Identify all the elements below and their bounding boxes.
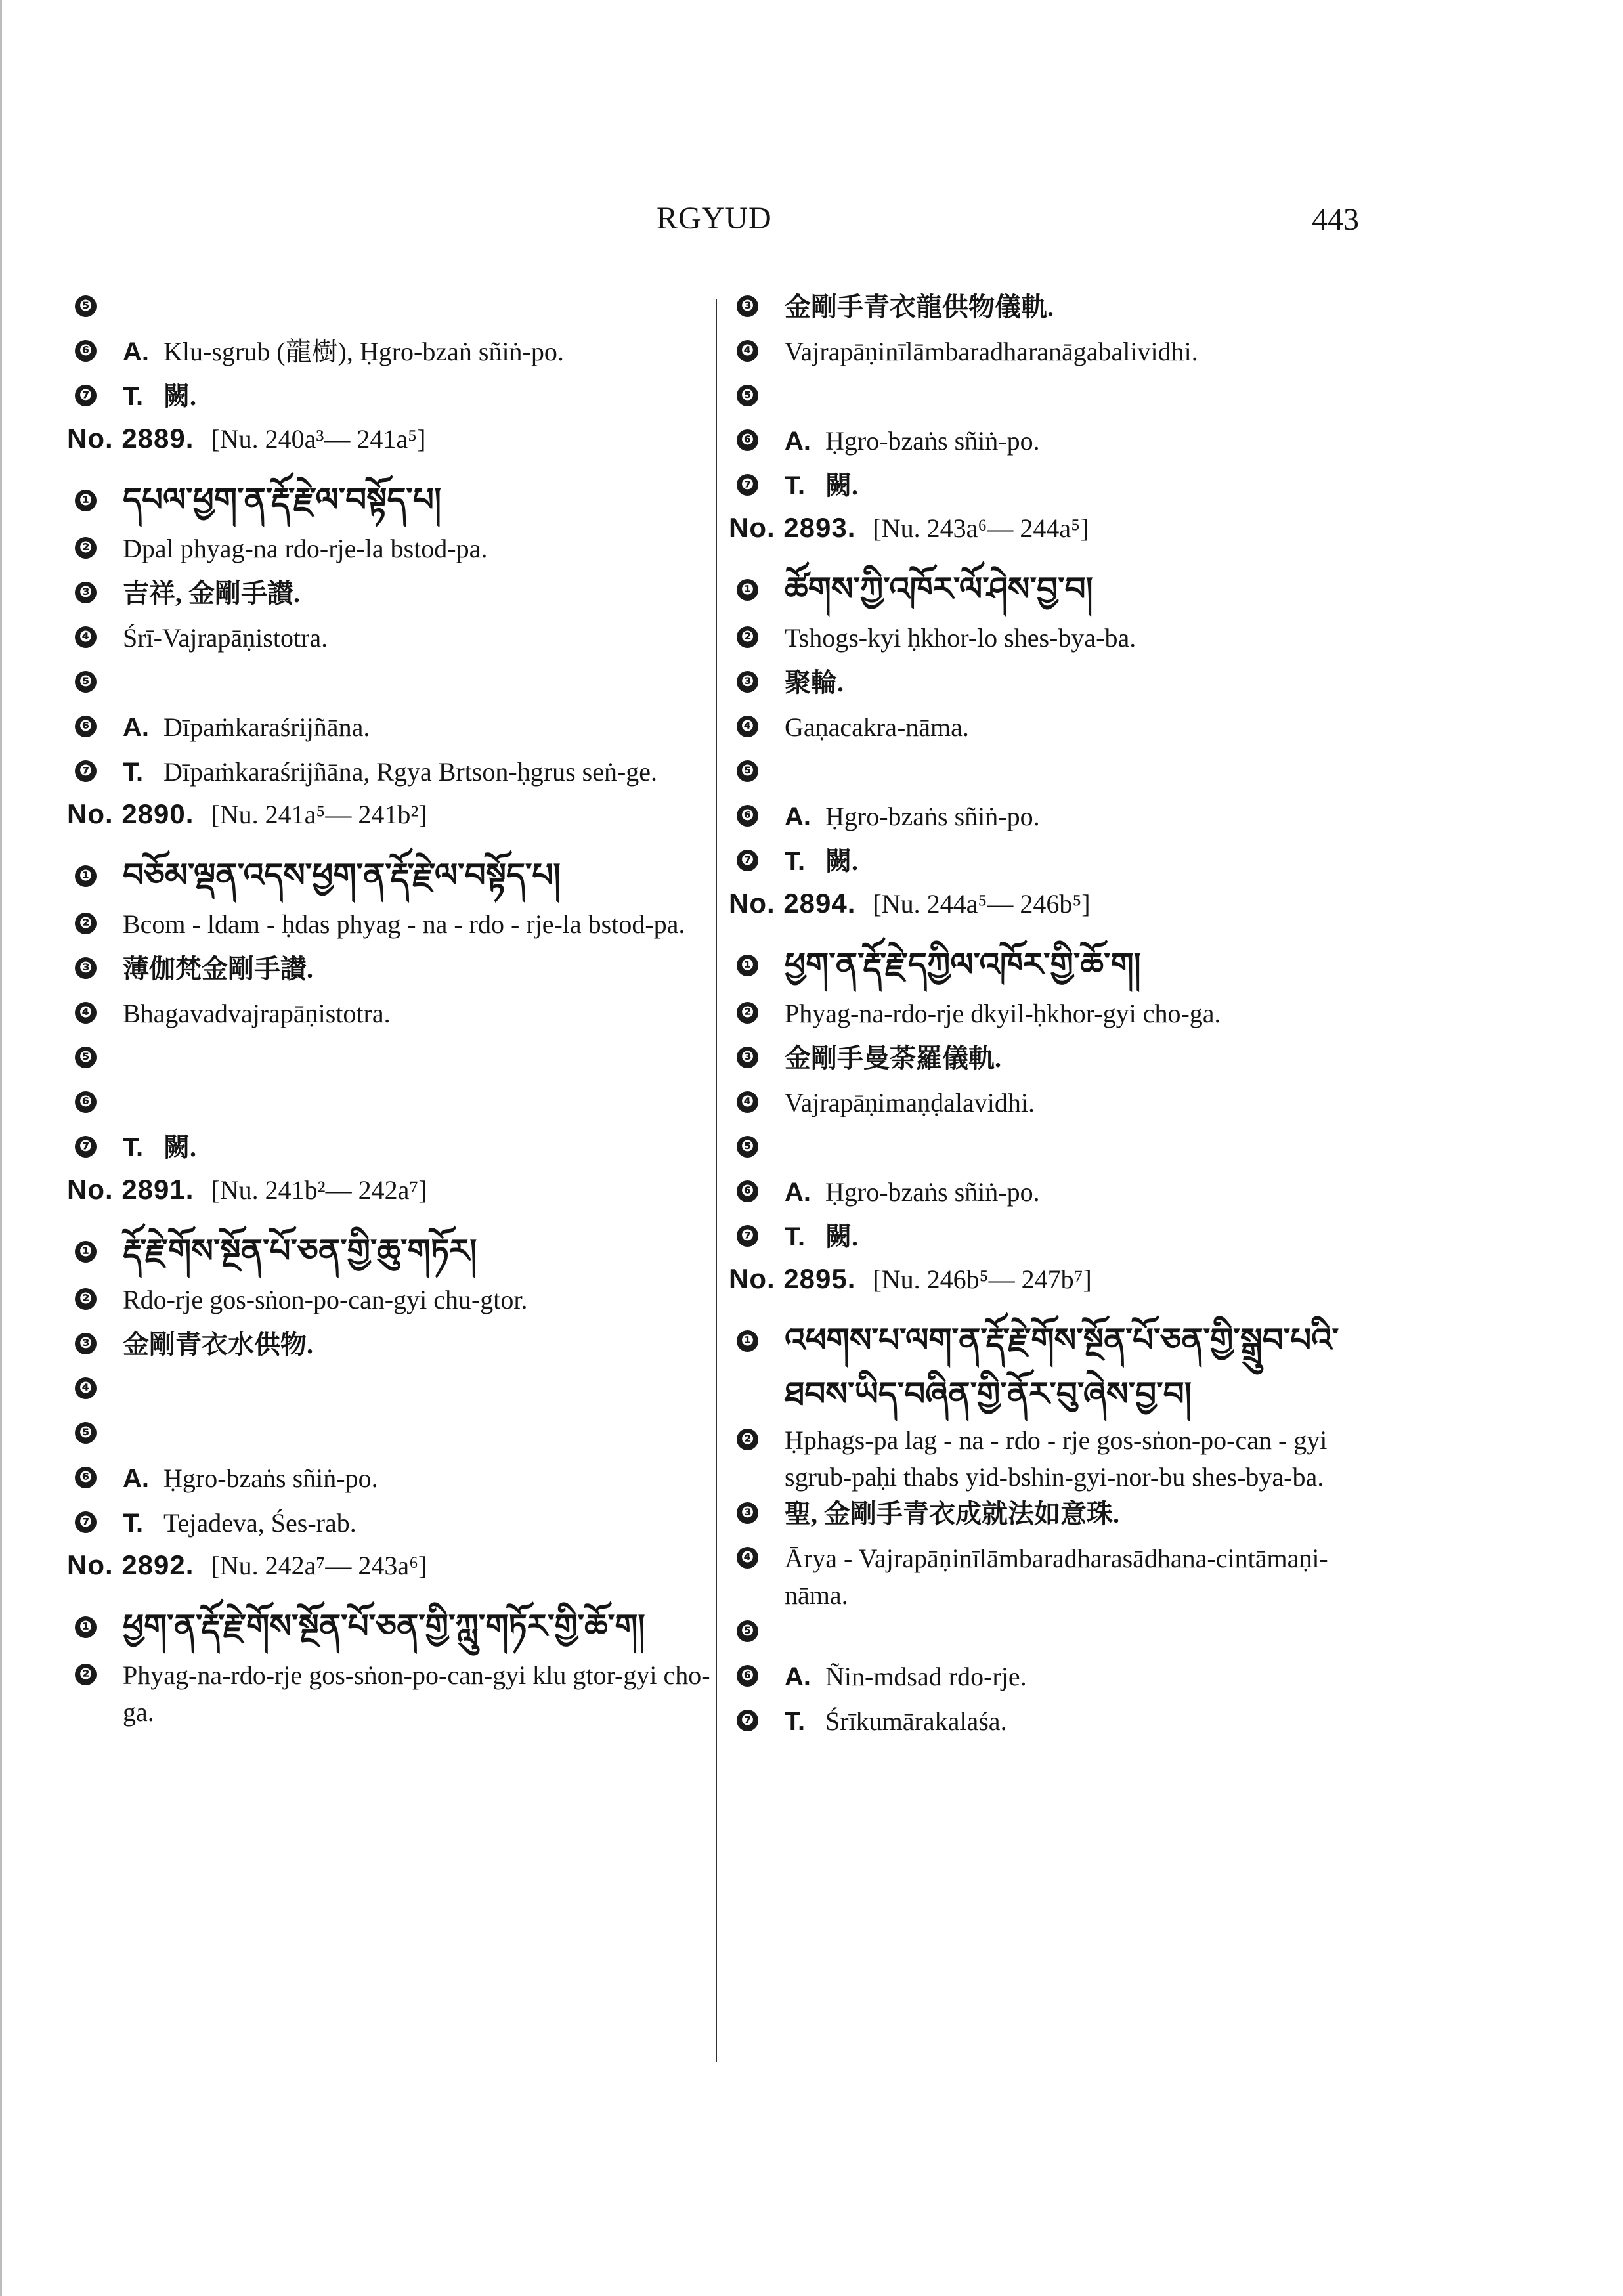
field-number-marker: ❷ <box>75 913 97 934</box>
entry-field-row <box>729 1540 1379 1614</box>
field-number-marker: ❻ <box>737 1180 758 1202</box>
field-text <box>123 575 710 612</box>
field-value: Dīpaṁkaraśrijñāna, Rgya Brtson-ḥgrus seṅ-ge. <box>163 757 658 787</box>
entry-field-row <box>67 995 710 1040</box>
entry-field-row <box>729 467 1379 512</box>
chinese-text: 闕. <box>825 471 858 500</box>
field-number-marker: ❻ <box>75 716 97 737</box>
entry-field-row <box>67 1657 710 1731</box>
chinese-text: 吉祥, 金剛手讃. <box>123 578 300 608</box>
field-text <box>785 709 1379 746</box>
chinese-text: 闕. <box>825 1222 858 1251</box>
catalogue-entry <box>729 1263 1379 1748</box>
entry-field-row <box>729 709 1379 754</box>
entry-field-row <box>67 850 710 906</box>
chinese-text: 闕. <box>163 1133 196 1162</box>
entry-field-row <box>729 843 1379 888</box>
field-number-marker: ❺ <box>75 1422 97 1444</box>
field-number-marker: ❼ <box>75 1511 97 1533</box>
tibetan-title: ཚོགས་ཀྱི་འཁོར་ལོ་ཤེས་བྱ་བ། <box>785 571 1093 607</box>
entry-number: No. 2889. <box>67 423 194 454</box>
field-number-marker: ❺ <box>75 1047 97 1068</box>
field-text <box>123 1505 710 1542</box>
entry-field-row <box>67 1225 710 1282</box>
entry-field-row <box>729 664 1379 709</box>
entry-field-row <box>67 334 710 378</box>
field-value: Phyag-na-rdo-rje gos-sṅon-po-can-gyi klu gtor-gyi cho-ga. <box>123 1660 710 1727</box>
entry-folio-reference: [Nu. 243a⁶— 244a⁵] <box>873 513 1089 543</box>
field-role-label: T. <box>785 471 806 500</box>
field-text <box>785 664 1379 701</box>
field-value: Tshogs-kyi ḥkhor-lo shes-bya-ba. <box>785 623 1136 653</box>
entry-field-row <box>67 531 710 575</box>
entry-folio-reference: [Nu. 246b⁵— 247b⁷] <box>873 1265 1092 1294</box>
field-text <box>785 563 1379 617</box>
field-role-label: A. <box>785 1662 811 1691</box>
field-text <box>123 1225 710 1279</box>
field-number-marker: ❶ <box>75 865 97 887</box>
entry-folio-reference: [Nu. 241a⁵— 241b²] <box>211 800 427 829</box>
entry-field-row <box>67 664 710 709</box>
field-text <box>785 620 1379 657</box>
field-role-label: T. <box>123 1509 144 1538</box>
field-number-marker: ❸ <box>737 1047 758 1068</box>
entry-heading <box>67 1174 710 1213</box>
entry-heading <box>67 798 710 838</box>
field-value: Ḥgro-bzaṅs sñiṅ-po. <box>163 1463 378 1493</box>
entry-field-row <box>729 1496 1379 1540</box>
entry-field-row <box>729 620 1379 664</box>
entry-field-row <box>67 1282 710 1326</box>
field-text <box>123 850 710 903</box>
field-number-marker: ❹ <box>75 1377 97 1399</box>
field-text <box>785 995 1379 1032</box>
field-number-marker: ❸ <box>75 957 97 979</box>
entry-field-row <box>67 1371 710 1416</box>
field-number-marker: ❼ <box>75 1136 97 1158</box>
field-value: Phyag-na-rdo-rje dkyil-ḥkhor-gyi cho-ga. <box>785 999 1221 1028</box>
field-text <box>785 1496 1379 1532</box>
field-value: Klu-sgrub (龍樹), Ḥgro-bzaṅ sñiṅ-po. <box>163 337 564 366</box>
field-text <box>785 1422 1379 1496</box>
field-text <box>123 620 710 657</box>
entry-field-row <box>67 1040 710 1085</box>
entry-folio-reference: [Nu. 244a⁵— 246b⁵] <box>873 889 1091 919</box>
field-number-marker: ❹ <box>737 340 758 362</box>
field-number-marker: ❸ <box>75 582 97 603</box>
entry-field-row <box>729 563 1379 620</box>
field-role-label: T. <box>123 1133 144 1162</box>
field-value: Ḥgro-bzaṅs sñiṅ-po. <box>825 1177 1040 1207</box>
field-number-marker: ❼ <box>737 474 758 496</box>
entry-number: No. 2895. <box>729 1263 856 1294</box>
entry-heading <box>67 1549 710 1589</box>
field-text <box>123 1282 710 1318</box>
entry-field-row <box>729 378 1379 423</box>
field-value: Ḥgro-bzaṅs sñiṅ-po. <box>825 426 1040 456</box>
field-text <box>785 289 1379 326</box>
entry-field-row <box>729 995 1379 1040</box>
entry-number: No. 2891. <box>67 1174 194 1205</box>
field-text <box>785 334 1379 370</box>
field-number-marker: ❶ <box>75 490 97 511</box>
entry-field-row <box>729 1040 1379 1085</box>
field-text <box>785 1658 1379 1695</box>
field-number-marker: ❼ <box>737 1225 758 1247</box>
entry-field-row <box>729 1422 1379 1496</box>
field-number-marker: ❸ <box>737 1502 758 1524</box>
page-number: 443 <box>1312 202 1359 237</box>
field-text <box>785 1174 1379 1211</box>
entry-field-row <box>729 1219 1379 1263</box>
field-text <box>785 1040 1379 1077</box>
field-text <box>785 1314 1379 1422</box>
field-role-label: A. <box>123 1464 149 1493</box>
field-number-marker: ❹ <box>737 716 758 737</box>
field-role-label: T. <box>785 1707 806 1736</box>
entry-field-row <box>729 289 1379 334</box>
catalogue-entry <box>67 289 710 423</box>
field-number-marker: ❶ <box>737 1330 758 1352</box>
field-value: Ḥgro-bzaṅs sñiṅ-po. <box>825 802 1040 831</box>
field-text <box>785 467 1379 504</box>
field-number-marker: ❷ <box>75 1288 97 1310</box>
page-edge <box>0 0 2 2296</box>
field-text <box>123 754 710 791</box>
field-role-label: A. <box>785 1178 811 1207</box>
entry-field-row <box>67 1601 710 1657</box>
entry-field-row <box>729 1614 1379 1658</box>
field-role-label: T. <box>123 758 144 787</box>
field-number-marker: ❷ <box>737 1429 758 1450</box>
left-column <box>67 289 710 1731</box>
field-number-marker: ❻ <box>737 805 758 827</box>
entry-field-row <box>67 1416 710 1460</box>
catalogue-entry <box>729 888 1379 1263</box>
entry-field-row <box>67 1129 710 1174</box>
field-number-marker: ❺ <box>737 760 758 782</box>
field-number-marker: ❼ <box>737 1710 758 1731</box>
chinese-text: 闕. <box>825 846 858 876</box>
tibetan-title: རྡོ་རྗེ་གོས་སྔོན་པོ་ཅན་གྱི་ཆུ་གཏོར། <box>123 1232 477 1269</box>
field-number-marker: ❺ <box>737 385 758 406</box>
entry-field-row <box>729 754 1379 798</box>
entry-field-row <box>729 1085 1379 1129</box>
tibetan-title: འཕགས་པ་ལག་ན་རྡོ་རྗེ་གོས་སྔོན་པོ་ཅན་གྱི་སྒྲུབ་པའི་ཐབས་ཡིད་བཞིན་གྱི་ནོར་བུ་ཞེས་བྱ་བ། <box>785 1322 1339 1412</box>
entry-field-row <box>67 474 710 531</box>
entry-field-row <box>67 575 710 620</box>
chinese-text: 闕. <box>163 381 196 411</box>
page-header-title: RGYUD <box>657 201 772 236</box>
entry-field-row <box>729 423 1379 467</box>
field-value: Vajrapāṇinīlāmbaradharanāgabalividhi. <box>785 337 1198 366</box>
field-role-label: A. <box>785 802 811 831</box>
field-text <box>785 423 1379 460</box>
catalogue-entry <box>67 1549 710 1731</box>
field-text <box>785 1703 1379 1740</box>
catalogue-entry <box>67 1174 710 1549</box>
entry-folio-reference: [Nu. 241b²— 242a⁷] <box>211 1175 427 1205</box>
field-text <box>123 1460 710 1497</box>
chinese-text: 聖, 金剛手青衣成就法如意珠. <box>785 1499 1119 1528</box>
field-value: Bcom - ldam - ḥdas phyag - na - rdo - rje-la bstod-pa. <box>123 909 685 939</box>
field-value: Vajrapāṇimaṇḍalavidhi. <box>785 1088 1035 1117</box>
field-value: Dpal phyag-na rdo-rje-la bstod-pa. <box>123 534 488 563</box>
field-number-marker: ❺ <box>737 1136 758 1158</box>
field-number-marker: ❸ <box>737 671 758 693</box>
entry-number: No. 2894. <box>729 888 856 919</box>
field-text <box>123 906 710 943</box>
field-role-label: T. <box>785 847 806 876</box>
field-role-label: A. <box>123 337 149 366</box>
field-number-marker: ❸ <box>75 1333 97 1354</box>
entry-folio-reference: [Nu. 242a⁷— 243a⁶] <box>211 1551 427 1580</box>
chinese-text: 金剛青衣水供物. <box>123 1330 313 1359</box>
field-value: Ñin-mdsad rdo-rje. <box>825 1662 1027 1691</box>
field-number-marker: ❼ <box>75 760 97 782</box>
field-value: Rdo-rje gos-sṅon-po-can-gyi chu-gtor. <box>123 1285 528 1314</box>
entry-field-row <box>67 906 710 951</box>
chinese-text: 金剛手曼荼羅儀軌. <box>785 1043 1001 1073</box>
entry-field-row <box>67 1326 710 1371</box>
entry-field-row <box>67 289 710 334</box>
field-text <box>123 531 710 567</box>
field-value: Bhagavadvajrapāṇistotra. <box>123 999 391 1028</box>
tibetan-title: ཕྱག་ན་རྡོ་རྗེ་གོས་སྔོན་པོ་ཅན་གྱི་ཀླུ་གཏོར་གྱི་ཆོ་ག། <box>123 1608 645 1645</box>
field-text <box>123 1657 710 1731</box>
field-value: Tejadeva, Śes-rab. <box>163 1508 357 1538</box>
entry-heading <box>729 512 1379 552</box>
field-number-marker: ❹ <box>737 1547 758 1569</box>
field-role-label: A. <box>785 427 811 456</box>
field-number-marker: ❶ <box>737 579 758 601</box>
field-value: Ḥphags-pa lag - na - rdo - rje gos-sṅon-po-can - gyi sgrub-paḥi thabs yid-bshin-gyi-nor-bu shes-bya-ba. <box>785 1425 1328 1492</box>
catalogue-entry <box>67 798 710 1174</box>
entry-field-row <box>729 798 1379 843</box>
field-text <box>785 1085 1379 1121</box>
entry-field-row <box>67 1460 710 1505</box>
entry-heading <box>67 423 710 462</box>
field-text <box>785 843 1379 880</box>
field-number-marker: ❷ <box>737 1002 758 1024</box>
column-divider <box>716 299 717 2062</box>
entry-field-row <box>67 1505 710 1549</box>
field-value: Śrī-Vajrapāṇistotra. <box>123 623 328 653</box>
field-number-marker: ❻ <box>737 1665 758 1687</box>
catalogue-entry <box>67 423 710 798</box>
field-text <box>123 1601 710 1655</box>
entry-number: No. 2893. <box>729 512 856 543</box>
field-number-marker: ❺ <box>737 1620 758 1642</box>
field-text <box>123 334 710 370</box>
field-text <box>785 1219 1379 1255</box>
field-text <box>123 474 710 528</box>
tibetan-title: དཔལ་ཕྱག་ན་རྡོ་རྗེ་ལ་བསྟོད་པ། <box>123 481 442 518</box>
field-number-marker: ❹ <box>75 626 97 648</box>
field-number-marker: ❻ <box>737 429 758 451</box>
entry-field-row <box>729 1658 1379 1703</box>
chinese-text: 薄伽梵金剛手讃. <box>123 954 313 984</box>
tibetan-title: བཅོམ་ལྡན་འདས་ཕྱག་ན་རྡོ་རྗེ་ལ་བསྟོད་པ། <box>123 857 561 894</box>
tibetan-title: ཕྱག་ན་རྡོ་རྗེ་དཀྱིལ་འཁོར་གྱི་ཆོ་ག། <box>785 946 1141 983</box>
field-number-marker: ❼ <box>737 850 758 871</box>
entry-field-row <box>729 1314 1379 1422</box>
field-number-marker: ❺ <box>75 295 97 317</box>
field-number-marker: ❺ <box>75 671 97 693</box>
field-text <box>123 1326 710 1363</box>
field-role-label: A. <box>123 713 149 742</box>
field-value: Dīpaṁkaraśrijñāna. <box>163 712 370 742</box>
entry-field-row <box>67 1085 710 1129</box>
field-role-label: T. <box>123 382 144 411</box>
field-number-marker: ❻ <box>75 340 97 362</box>
entry-heading <box>729 1263 1379 1303</box>
entry-field-row <box>729 1129 1379 1174</box>
entry-folio-reference: [Nu. 240a³— 241a⁵] <box>211 424 426 454</box>
field-value: Śrīkumārakalaśa. <box>825 1706 1007 1736</box>
right-column <box>729 289 1379 1748</box>
entry-field-row <box>67 754 710 798</box>
field-text <box>123 951 710 987</box>
field-text <box>123 1129 710 1166</box>
catalogue-entry <box>729 289 1379 512</box>
field-role-label: T. <box>785 1223 806 1251</box>
field-number-marker: ❷ <box>737 626 758 648</box>
field-number-marker: ❷ <box>75 537 97 559</box>
field-number-marker: ❶ <box>737 955 758 976</box>
field-text <box>785 798 1379 835</box>
entry-field-row <box>729 1174 1379 1219</box>
field-number-marker: ❷ <box>75 1664 97 1685</box>
field-number-marker: ❹ <box>75 1002 97 1024</box>
field-text <box>123 995 710 1032</box>
field-number-marker: ❻ <box>75 1091 97 1113</box>
field-number-marker: ❹ <box>737 1091 758 1113</box>
chinese-text: 聚輪. <box>785 668 844 697</box>
entry-field-row <box>67 951 710 995</box>
field-number-marker: ❼ <box>75 385 97 406</box>
entry-field-row <box>67 620 710 664</box>
field-text <box>785 1540 1379 1614</box>
chinese-text: 金剛手青衣龍供物儀軌. <box>785 292 1054 322</box>
field-value: Ārya - Vajrapāṇinīlāmbaradharasādhana-cintāmaṇi-nāma. <box>785 1544 1328 1610</box>
entry-field-row <box>729 1703 1379 1748</box>
field-number-marker: ❻ <box>75 1467 97 1488</box>
entry-heading <box>729 888 1379 927</box>
field-value: Gaṇacakra-nāma. <box>785 712 969 742</box>
field-number-marker: ❸ <box>737 295 758 317</box>
field-number-marker: ❶ <box>75 1616 97 1638</box>
entry-field-row <box>67 378 710 423</box>
entry-field-row <box>729 939 1379 995</box>
entry-field-row <box>67 709 710 754</box>
catalogue-entry <box>729 512 1379 888</box>
entry-number: No. 2892. <box>67 1549 194 1580</box>
field-text <box>123 378 710 415</box>
entry-field-row <box>729 334 1379 378</box>
field-text <box>785 939 1379 993</box>
field-text <box>123 709 710 746</box>
entry-number: No. 2890. <box>67 798 194 829</box>
field-number-marker: ❶ <box>75 1241 97 1263</box>
